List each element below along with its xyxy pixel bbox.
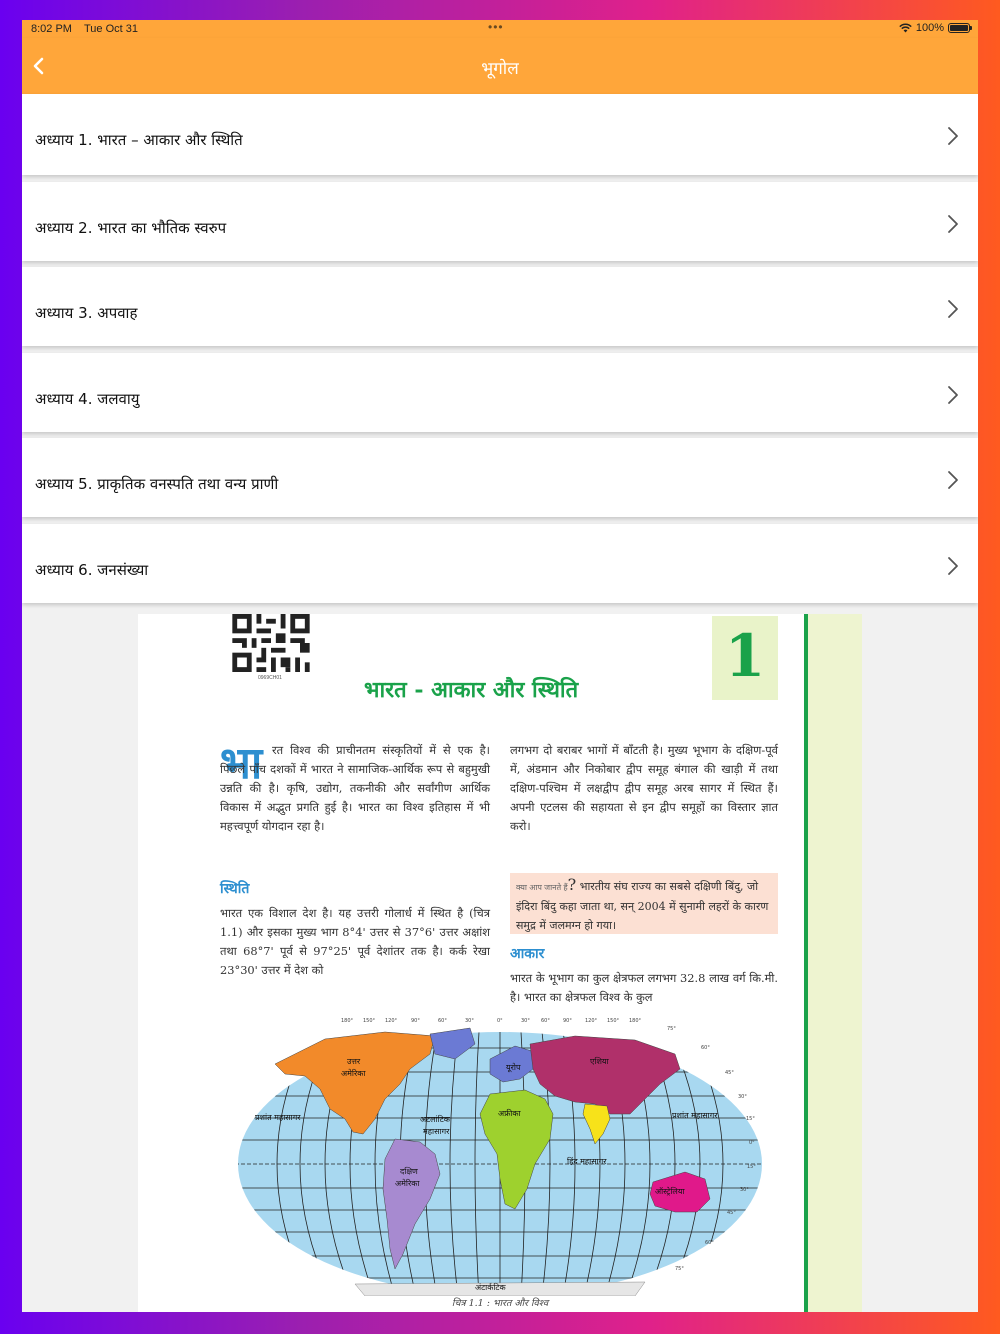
longitude-label: 30° [465, 1018, 474, 1024]
latitude-label: 75° [667, 1026, 676, 1032]
chapter-label: अध्याय 2. भारत का भौतिक स्वरुप [35, 218, 227, 237]
map-label-europe: यूरोप [506, 1063, 521, 1072]
longitude-label: 180° [341, 1018, 354, 1024]
qr-code [231, 614, 311, 672]
list-item[interactable] [22, 267, 978, 346]
chapter-list [22, 94, 978, 609]
chevron-right-icon [946, 384, 960, 406]
latitude-label: 0° [749, 1140, 755, 1146]
map-label-south-america-2: अमेरिका [395, 1179, 420, 1188]
did-you-know-box [510, 873, 778, 934]
latitude-label: 15° [747, 1164, 756, 1170]
map-label-south-america-1: दक्षिण [400, 1167, 418, 1176]
latitude-label: 30° [740, 1187, 749, 1193]
map-label-antarctica: अंटार्कटिक [475, 1283, 506, 1292]
map-label-north-america-1: उत्तर [347, 1057, 361, 1066]
latitude-label: 45° [725, 1070, 734, 1076]
battery-icon [948, 23, 970, 33]
list-item[interactable] [22, 524, 978, 603]
longitude-label: 60° [541, 1018, 550, 1024]
map-label-atlantic-1: अटलांटिक [420, 1115, 450, 1124]
longitude-label: 150° [607, 1018, 620, 1024]
world-map [235, 1014, 765, 1296]
wifi-icon [899, 23, 912, 33]
latitude-label: 30° [738, 1094, 747, 1100]
chapter-label: अध्याय 5. प्राकृतिक वनस्पति तथा वन्य प्राणी [35, 475, 279, 493]
navigation-bar [22, 38, 978, 94]
paragraph: रत विश्व की प्राचीनतम संस्कृतियों में से एक है। पिछले पाँच दशकों में भारत ने सामाजिक-आर्थिक रूप से बहुमुखी उन्नति की है। कृषि, उद्योग, तकनीकी और सर्वांगीण आर्थिक विकास में अद्भुत प्रगति हुई है। भारत का विश्व इतिहास में भी महत्त्वपूर्ण योगदान रहा है। [220, 743, 490, 833]
chapter-number-box [712, 616, 778, 700]
status-right [899, 22, 970, 34]
longitude-label: 0° [497, 1018, 503, 1024]
paragraph: लगभग दो बराबर भागों में बाँटती है। मुख्य भूभाग के दक्षिण-पूर्व में, अंडमान और निकोबार द्वीप समूह बंगाल की खाड़ी में तथा दक्षिण-पश्चिम में लक्षद्वीप द्वीप समूह अरब सागर में स्थित हैं। अपनी एटलस की सहायता से इन द्वीप समूहों का विस्तार ज्ञात करो। [510, 743, 778, 833]
map-label-asia: एशिया [590, 1057, 609, 1066]
longitude-label: 60° [438, 1018, 447, 1024]
longitude-label: 120° [585, 1018, 598, 1024]
map-label-pacific-west: प्रशांत महासागर [255, 1113, 301, 1122]
map-caption: चित्र 1.1 : भारत और विश्व [451, 1298, 549, 1309]
multitasking-dots[interactable]: ••• [488, 20, 504, 34]
chapter-label: अध्याय 3. अपवाह [35, 304, 138, 322]
battery-percent: 100% [915, 22, 944, 34]
longitude-label: 90° [411, 1018, 420, 1024]
longitude-label: 120° [385, 1018, 398, 1024]
map-label-africa: अफ्रीका [498, 1109, 521, 1118]
latitude-label: 15° [746, 1116, 755, 1122]
did-you-know-tag: क्या आप जानते हैं [516, 883, 568, 892]
map-label-australia: ऑस्ट्रेलिया [655, 1187, 685, 1196]
list-item[interactable] [22, 438, 978, 517]
chapter-number: 1 [724, 622, 766, 690]
chapter-label: अध्याय 4. जलवायु [35, 389, 140, 408]
device-screen [22, 20, 978, 1312]
longitude-label: 150° [363, 1018, 376, 1024]
chapter-label: अध्याय 1. भारत – आकार और स्थिति [35, 131, 243, 149]
section-heading: आकार [510, 946, 545, 962]
chapter-title: भारत - आकार और स्थिति [364, 677, 579, 703]
list-item[interactable] [22, 353, 978, 432]
question-mark-icon: ? [567, 875, 577, 894]
chevron-right-icon [946, 469, 960, 491]
chevron-right-icon [946, 213, 960, 235]
map-label-atlantic-2: महासागर [423, 1127, 450, 1136]
longitude-label: 30° [521, 1018, 530, 1024]
latitude-label: 75° [675, 1266, 684, 1272]
page-margin-band [808, 614, 862, 1312]
status-date: Tue Oct 31 [84, 23, 139, 35]
latitude-label: 60° [705, 1240, 714, 1246]
longitude-label: 90° [563, 1018, 572, 1024]
status-time: 8:02 PM [31, 23, 72, 35]
paragraph: भारत एक विशाल देश है। यह उत्तरी गोलार्ध में स्थित है (चित्र 1.1) और इसका मुख्य भाग 8°4' उत्तर से 37°6' उत्तर अक्षांश तथा 68°7' पूर्व से 97°25' पूर्व देशांतर तक है। कर्क रेखा 23°30' उत्तर में देश को [220, 906, 490, 977]
paragraph: भारत के भूभाग का कुल क्षेत्रफल लगभग 32.8 लाख वर्ग कि.मी. है। भारत का क्षेत्रफल विश्व के कुल [510, 971, 778, 1004]
latitude-label: 60° [701, 1045, 710, 1051]
map-label-pacific-east: प्रशांत महासागर [672, 1111, 718, 1120]
chevron-right-icon [946, 555, 960, 577]
latitude-label: 45° [727, 1210, 736, 1216]
dropcap: भा [220, 738, 263, 789]
qr-caption: 0969CH01 [258, 675, 282, 681]
longitude-label: 180° [629, 1018, 642, 1024]
chapter-label: अध्याय 6. जनसंख्या [35, 560, 149, 579]
map-label-north-america-2: अमेरिका [341, 1069, 366, 1078]
list-item[interactable] [22, 94, 978, 175]
chevron-right-icon [946, 298, 960, 320]
section-heading: स्थिति [220, 881, 250, 897]
book-page-preview [138, 614, 862, 1312]
map-label-indian: हिंद महासागर [567, 1157, 607, 1166]
chevron-right-icon [946, 125, 960, 147]
page-title: भूगोल [481, 59, 519, 79]
list-item[interactable] [22, 182, 978, 261]
status-bar [22, 20, 978, 38]
did-you-know-text: भारतीय संघ राज्य का सबसे दक्षिणी बिंदु, जो इंदिरा बिंदु कहा जाता था, सन् 2004 में सुनामी लहरों के कारण समुद्र में जलमग्न हो गया। [516, 880, 769, 932]
